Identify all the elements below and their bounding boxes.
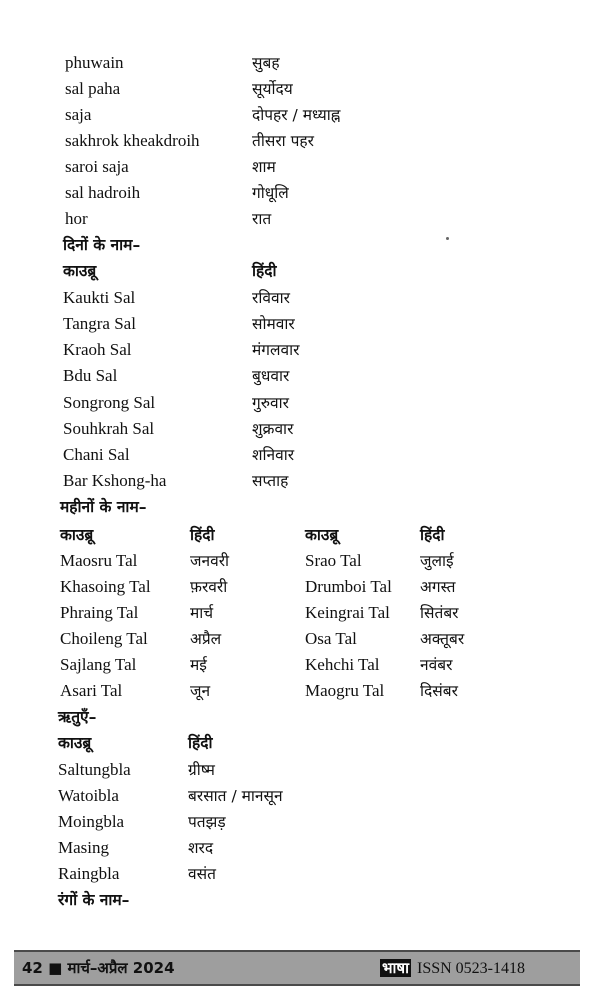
speck [446,237,449,240]
hindi-word: गुरुवार [252,394,289,412]
footer-right [380,958,525,978]
hindi-word: मंगलवार [252,341,300,359]
kaubru-word: Phraing Tal [60,603,139,622]
kaubru-word: saroi saja [65,157,129,176]
hindi-word: जनवरी [190,552,230,570]
hindi-word: नवंबर [420,656,453,674]
issue-date: मार्च–अप्रैल 2024 [67,959,175,977]
table-row [0,574,600,600]
column-header-kaubru: काउब्रू [58,734,92,752]
list-item [0,180,600,206]
kaubru-word: Choileng Tal [60,629,148,648]
table-row [0,652,600,678]
hindi-word: गोधूलि [252,184,289,202]
page-number: 42 [22,959,43,977]
kaubru-word: Sajlang Tal [60,655,137,674]
list-item [0,390,600,416]
kaubru-word: Asari Tal [60,681,123,700]
table-row [0,626,600,652]
list-item [0,337,600,363]
kaubru-word: Kraoh Sal [63,340,132,359]
footer-left [22,958,175,978]
section-heading-days: दिनों के नाम– [63,236,141,254]
kaubru-word: Bar Kshong-ha [63,471,167,490]
hindi-word: मई [190,656,207,674]
kaubru-word: Moingbla [58,812,125,831]
list-item [0,311,600,337]
hindi-word: बुधवार [252,367,290,385]
hindi-word: वसंत [188,865,216,883]
column-header-hindi: हिंदी [188,734,213,752]
kaubru-word: Drumboi Tal [305,577,392,596]
hindi-word: रात [252,210,272,228]
square-bullet-icon: ■ [48,959,63,977]
kaubru-word: Maogru Tal [305,681,385,700]
list-item [0,757,600,783]
kaubru-word: Raingbla [58,864,120,883]
bhasha-logo: भाषा [382,959,409,977]
hindi-word: मार्च [190,604,214,622]
hindi-word: शरद [188,839,214,857]
kaubru-word: saja [65,105,92,124]
list-item [0,154,600,180]
column-headers [0,258,600,284]
kaubru-word: hor [65,209,88,228]
hindi-word: दिसंबर [420,682,458,700]
list-item [0,206,600,232]
hindi-word: सितंबर [420,604,459,622]
kaubru-word: Srao Tal [305,551,362,570]
list-item [0,783,600,809]
page-footer [14,950,580,986]
kaubru-word: Saltungbla [58,760,131,779]
column-header-hindi: हिंदी [190,526,215,544]
table-row [0,678,600,704]
column-headers [0,730,600,756]
issn-number: ISSN 0523-1418 [417,960,526,977]
kaubru-word: phuwain [65,53,124,72]
hindi-word: जुलाई [420,552,454,570]
column-header-hindi: हिंदी [420,526,445,544]
hindi-word: पतझड़ [188,813,226,831]
list-item [0,835,600,861]
hindi-word: शनिवार [252,446,295,464]
list-item [0,128,600,154]
list-item [0,809,600,835]
hindi-word: दोपहर / मध्याह्न [252,106,341,124]
hindi-word: शुक्रवार [252,420,294,438]
list-item [0,285,600,311]
list-item [0,442,600,468]
hindi-word: अक्तूबर [420,630,465,648]
section-heading-seasons: ऋतुएँ– [58,708,97,726]
list-item [0,468,600,494]
hindi-word: सोमवार [252,315,295,333]
column-headers [0,522,600,548]
kaubru-word: Chani Sal [63,445,130,464]
kaubru-word: Bdu Sal [63,366,118,385]
hindi-word: सप्ताह [252,472,289,490]
kaubru-word: sal hadroih [65,183,141,202]
hindi-word: फ़रवरी [190,578,228,596]
list-item [0,363,600,389]
hindi-word: तीसरा पहर [252,132,314,150]
column-header-kaubru: काउब्रू [63,262,97,280]
list-item [0,861,600,887]
hindi-word: ग्रीष्म [188,761,215,779]
hindi-word: जून [190,682,211,700]
table-row [0,600,600,626]
list-item [0,76,600,102]
table-row [0,548,600,574]
section-heading-months: महीनों के नाम– [60,498,147,516]
kaubru-word: Souhkrah Sal [63,419,155,438]
list-item [0,416,600,442]
list-item [0,102,600,128]
kaubru-word: Songrong Sal [63,393,156,412]
kaubru-word: Kaukti Sal [63,288,136,307]
kaubru-word: Masing [58,838,109,857]
hindi-word: सूर्योदय [252,80,293,98]
column-header-kaubru: काउब्रू [305,526,339,544]
hindi-word: अगस्त [420,578,456,596]
hindi-word: सुबह [252,54,280,72]
list-item [0,50,600,76]
kaubru-word: sakhrok kheakdroih [65,131,200,150]
section-heading-colors: रंगों के नाम– [58,891,130,909]
kaubru-word: sal paha [65,79,121,98]
hindi-word: रविवार [252,289,290,307]
kaubru-word: Osa Tal [305,629,357,648]
kaubru-word: Watoibla [58,786,119,805]
kaubru-word: Tangra Sal [63,314,136,333]
column-header-kaubru: काउब्रू [60,526,94,544]
hindi-word: अप्रैल [190,630,222,648]
hindi-word: शाम [252,158,276,176]
column-header-hindi: हिंदी [252,262,277,280]
hindi-word: बरसात / मानसून [188,787,283,805]
kaubru-word: Khasoing Tal [60,577,151,596]
kaubru-word: Kehchi Tal [305,655,380,674]
kaubru-word: Maosru Tal [60,551,138,570]
kaubru-word: Keingrai Tal [305,603,390,622]
